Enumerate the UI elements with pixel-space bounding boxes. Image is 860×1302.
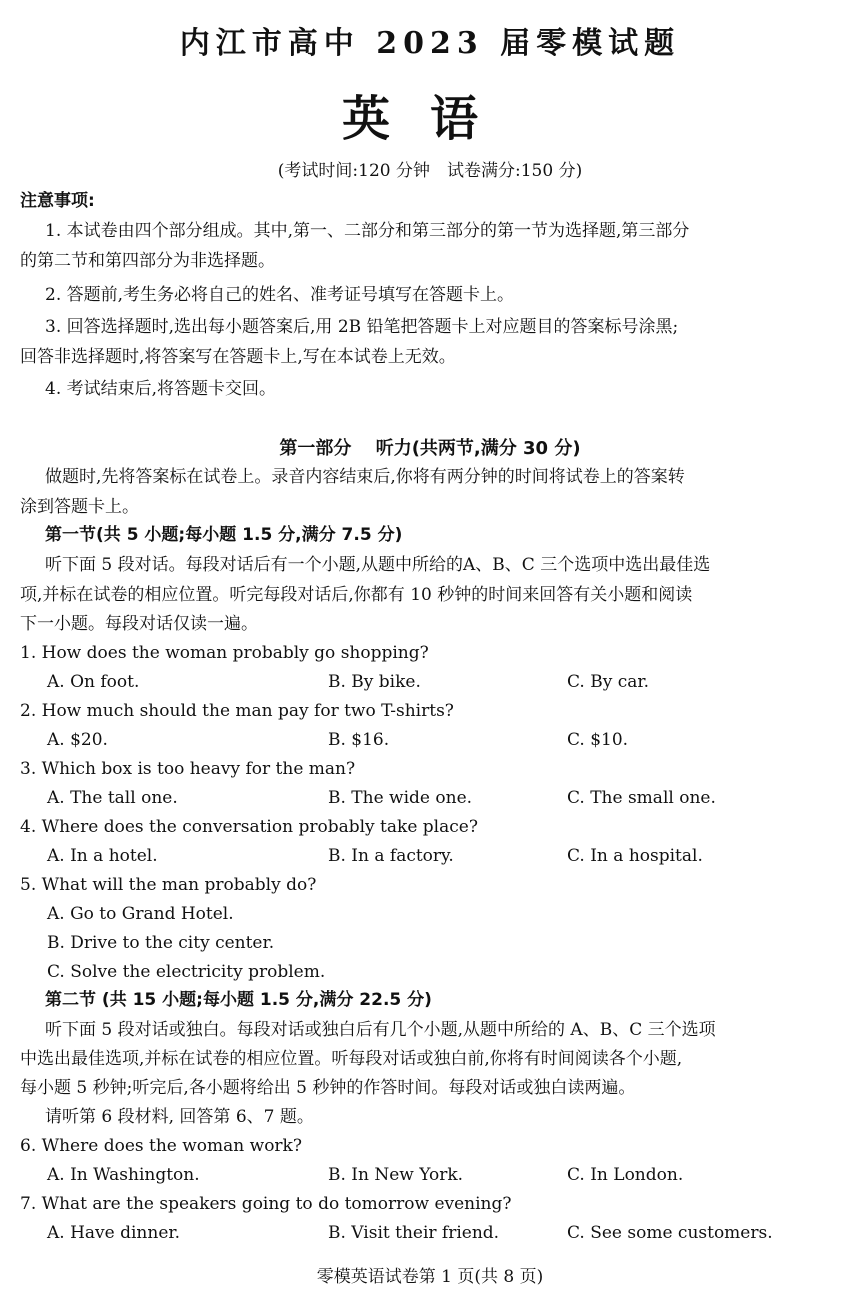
q1-option-a: A. On foot. [47,672,140,692]
notice-heading: 注意事项: [20,191,95,211]
question-2: 2. How much should the man pay for two T-shirts? [20,701,454,721]
q6-option-a: A. In Washington. [47,1165,200,1185]
section2-intro-2: 中选出最佳选项,并标在试卷的相应位置。听每段对话或独白前,你将有时间阅读各个小题, [20,1049,683,1069]
notice-item-3-cont: 回答非选择题时,将答案写在答题卡上,写在本试卷上无效。 [20,347,456,367]
section1-intro: 听下面 5 段对话。每段对话后有一个小题,从题中所给的A、B、C 三个选项中选出最佳选 [45,555,711,575]
q4-option-a: A. In a hotel. [47,846,158,866]
section1-heading: 第一节(共 5 小题;每小题 1.5 分,满分 7.5 分) [45,525,403,545]
q3-option-a: A. The tall one. [47,788,178,808]
part1-intro: 做题时,先将答案标在试卷上。录音内容结束后,你将有两分钟的时间将试卷上的答案转 [45,467,685,487]
exam-title: 内江市高中 2023 届零模试题 [179,26,681,61]
q6-option-b: B. In New York. [328,1165,464,1185]
notice-item-3: 3. 回答选择题时,选出每小题答案后,用 2B 铅笔把答题卡上对应题目的答案标号涂黑; [45,317,679,337]
subject-title: 英语 [341,91,518,147]
q7-option-c: C. See some customers. [567,1223,773,1243]
question-3: 3. Which box is too heavy for the man? [20,759,356,779]
part1-heading: 第一部分 听力(共两节,满分 30 分) [279,438,581,459]
q5-option-c: C. Solve the electricity problem. [47,962,326,982]
notice-item-1-cont: 的第二节和第四部分为非选择题。 [20,251,275,271]
q7-option-a: A. Have dinner. [47,1223,181,1243]
q4-option-c: C. In a hospital. [567,846,703,866]
question-4: 4. Where does the conversation probably take place? [20,817,478,837]
q3-option-b: B. The wide one. [328,788,473,808]
notice-item-4: 4. 考试结束后,将答题卡交回。 [45,379,277,399]
q3-option-c: C. The small one. [567,788,716,808]
q6-option-c: C. In London. [567,1165,684,1185]
q5-option-b: B. Drive to the city center. [47,933,275,953]
part1-intro-cont: 涂到答题卡上。 [20,497,139,517]
q7-option-b: B. Visit their friend. [328,1223,500,1243]
page-footer: 零模英语试卷第 1 页(共 8 页) [316,1267,544,1287]
q4-option-b: B. In a factory. [328,846,454,866]
q1-option-c: C. By car. [567,672,650,692]
q1-option-b: B. By bike. [328,672,421,692]
question-7: 7. What are the speakers going to do tomorrow evening? [20,1194,512,1214]
section2-heading: 第二节 (共 15 小题;每小题 1.5 分,满分 22.5 分) [45,990,432,1010]
q2-option-c: C. $10. [567,730,629,750]
question-5: 5. What will the man probably do? [20,875,317,895]
section1-intro-3: 下一小题。每段对话仅读一遍。 [20,614,258,634]
q2-option-a: A. $20. [47,730,108,750]
notice-item-1: 1. 本试卷由四个部分组成。其中,第一、二部分和第三部分的第一节为选择题,第三部分 [45,221,690,241]
notice-item-2: 2. 答题前,考生务必将自己的姓名、准考证号填写在答题卡上。 [45,285,515,305]
section2-intro: 听下面 5 段对话或独白。每段对话或独白后有几个小题,从题中所给的 A、B、C 三个选项 [45,1020,716,1040]
question-6: 6. Where does the woman work? [20,1136,302,1156]
q5-option-a: A. Go to Grand Hotel. [47,904,234,924]
question-1: 1. How does the woman probably go shopping? [20,643,429,663]
section2-intro-3: 每小题 5 秒钟;听完后,各小题将给出 5 秒钟的作答时间。每段对话或独白读两遍。 [20,1078,636,1098]
q2-option-b: B. $16. [328,730,390,750]
section1-intro-2: 项,并标在试卷的相应位置。听完每段对话后,你都有 10 秒钟的时间来回答有关小题和阅读 [20,585,693,605]
material-6-instruction: 请听第 6 段材料, 回答第 6、7 题。 [45,1107,314,1127]
exam-info: (考试时间:120 分钟 试卷满分:150 分) [277,161,583,181]
